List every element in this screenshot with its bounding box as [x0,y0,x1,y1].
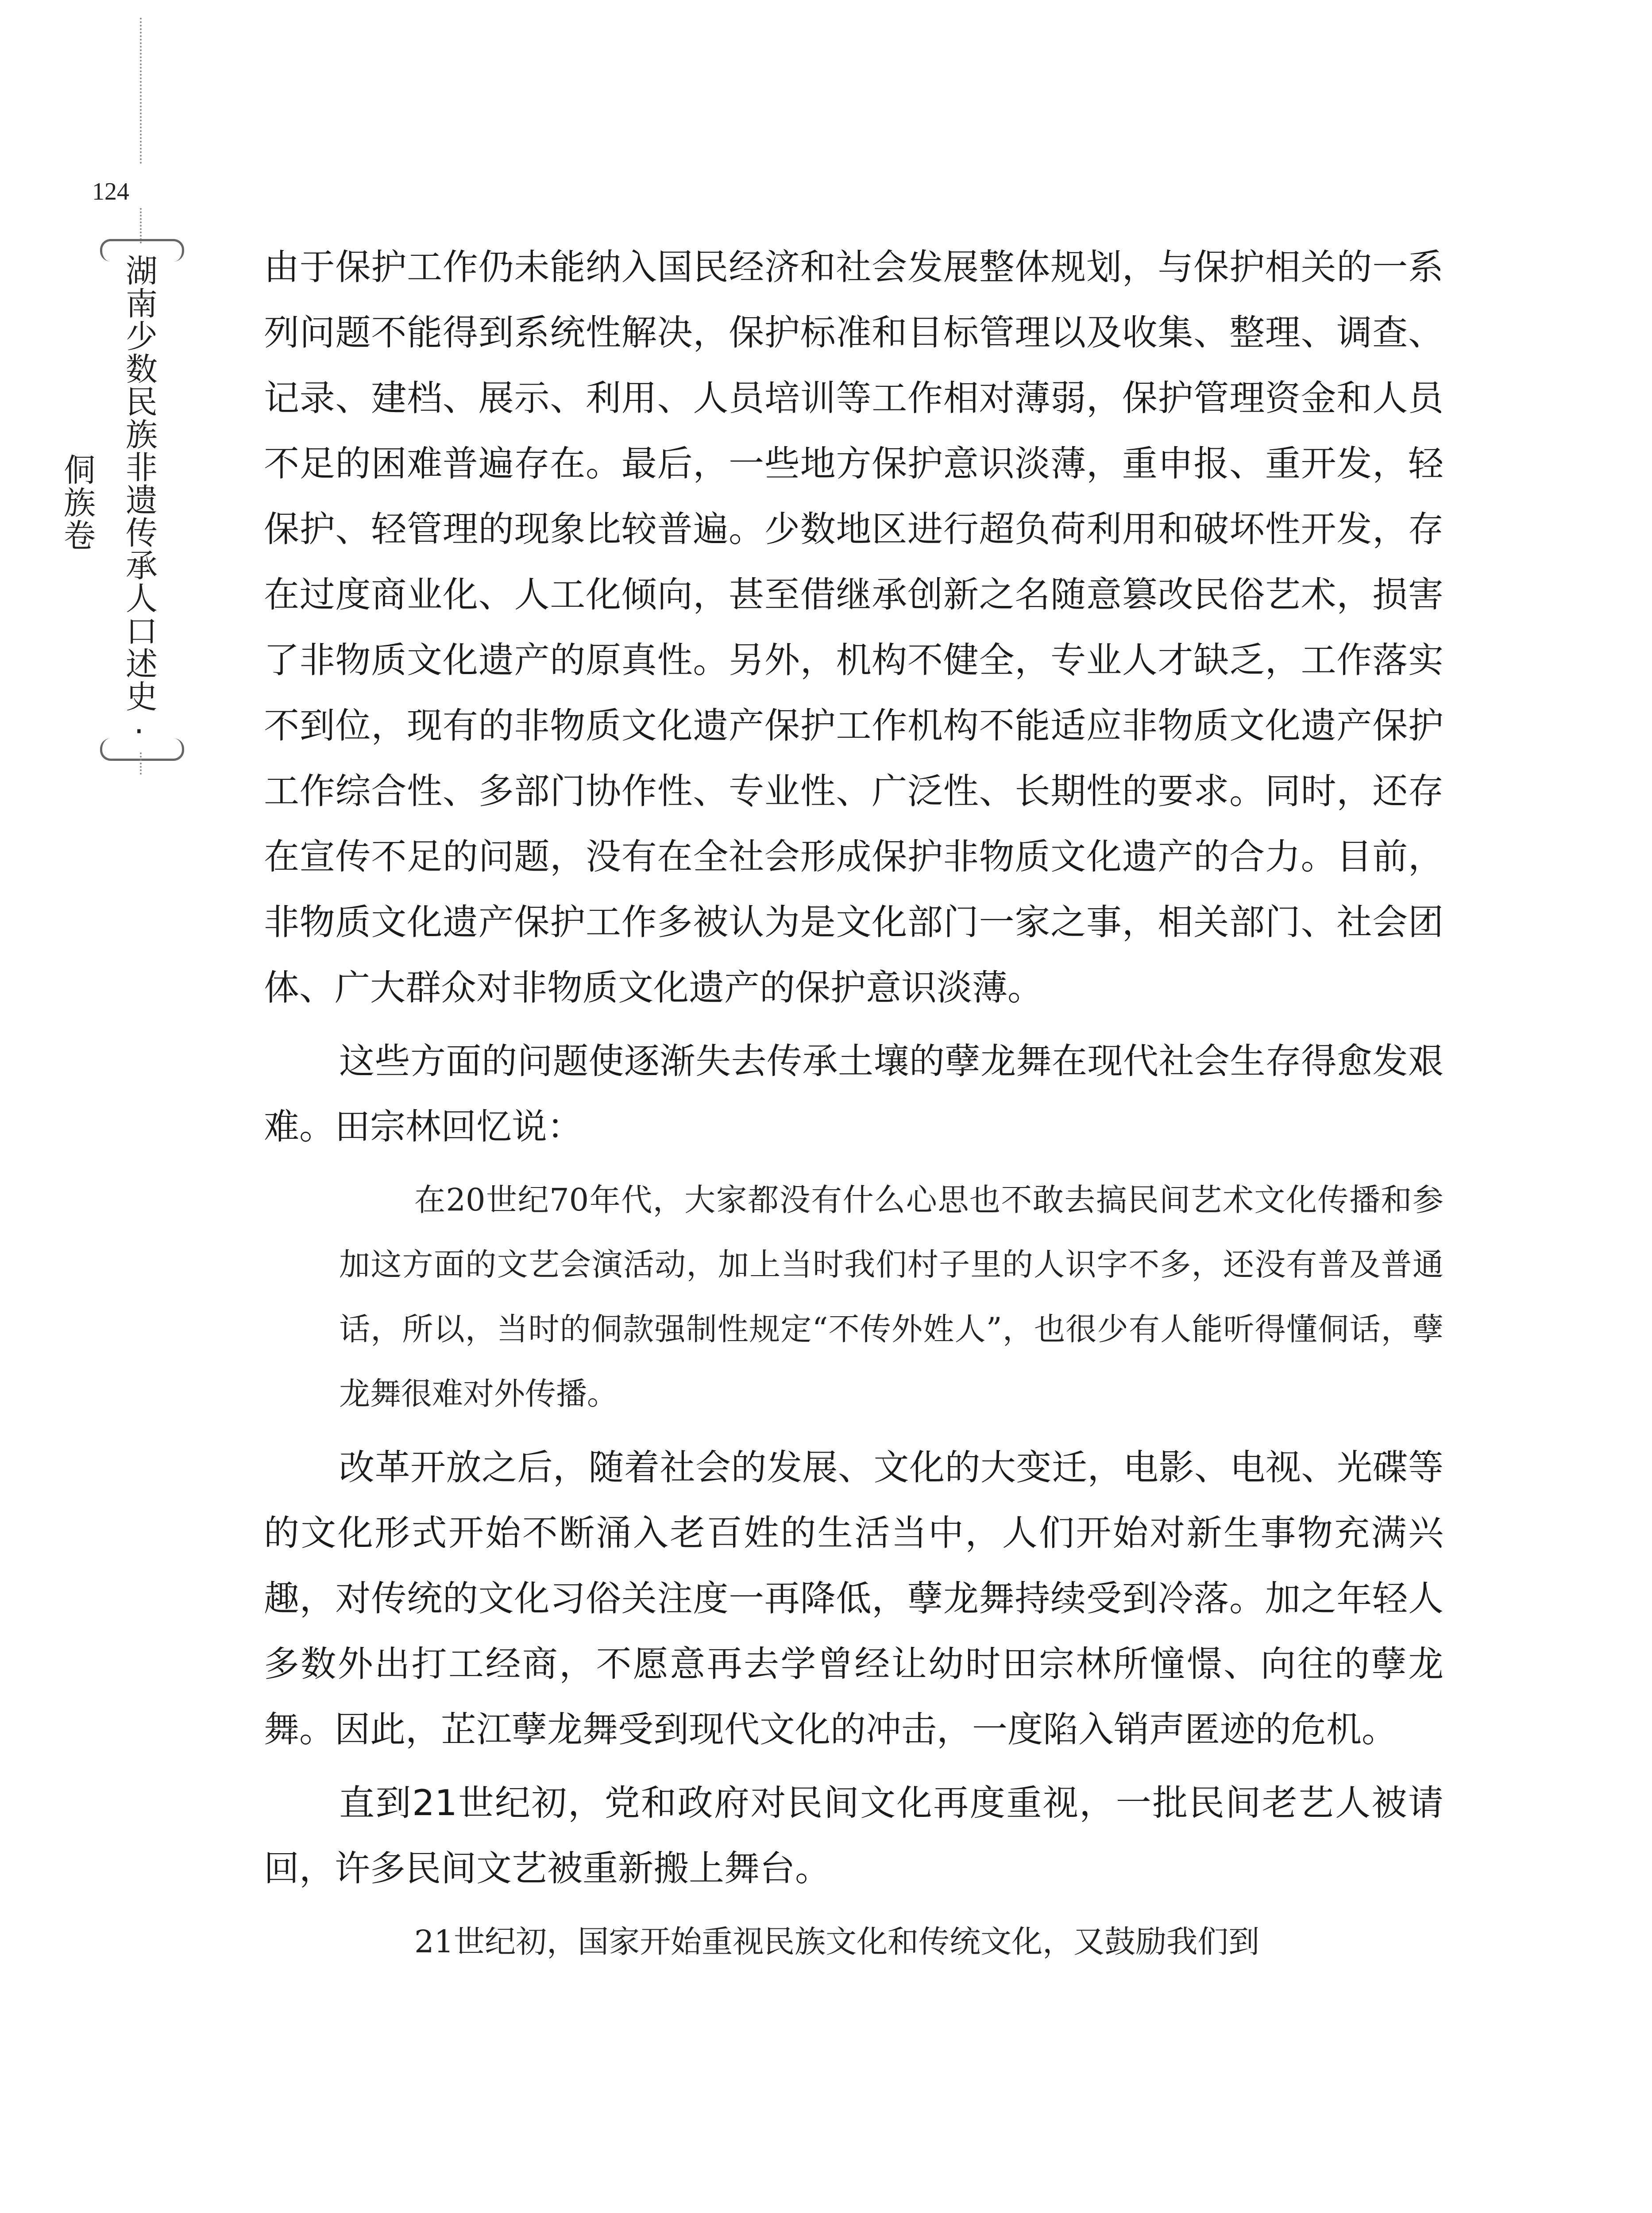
sidebar-rule-bottom [140,752,142,775]
paragraph-2: 这些方面的问题使逐渐失去传承土壤的孽龙舞在现代社会生存得愈发艰难。田宗林回忆说： [264,1041,1444,1147]
paragraph-3: 改革开放之后，随着社会的发展、文化的大变迁，电影、电视、光碟等的文化形式开始不断涌入老百姓的生活当中，人们开始对新生事物充满兴趣，对传统的文化习俗关注度一再降低，孽龙舞持续受到冷落。加之年轻人多数外出打工经商，不愿意再去学曾经让幼时田宗林所憧憬、向往的孽龙舞。因此，芷江孽龙舞受到现代文化的冲击，一度陷入销声匿迹的危机。 [264,1447,1444,1750]
sidebar-rule-top [140,18,142,164]
page-number: 124 [92,178,129,205]
title-bracket-bottom [100,738,184,761]
sidebar-rule-middle [140,208,142,243]
paragraph-1: 由于保护工作仍未能纳入国民经济和社会发展整体规划，与保护相关的一系列问题不能得到系统性解决，保护标准和目标管理以及收集、整理、调查、记录、建档、展示、利用、人员培训等工作相对薄弱，保护管理资金和人员不足的困难普遍存在。最后，一些地方保护意识淡薄，重申报、重开发，轻保护、轻管理的现象比较普遍。少数地区进行超负荷利用和破坏性开发，存在过度商业化、人工化倾向，甚至借继承创新之名随意篡改民俗艺术，损害了非物质文化遗产的原真性。另外，机构不健全，专业人才缺乏，工作落实不到位，现有的非物质文化遗产保护工作机构不能适应非物质文化遗产保护工作综合性、多部门协作性、专业性、广泛性、长期性的要求。同时，还存在宣传不足的问题，没有在全社会形成保护非物质文化遗产的合力。目前，非物质文化遗产保护工作多被认为是文化部门一家之事，相关部门、社会团体、广大群众对非物质文化遗产的保护意识淡薄。 [264,247,1444,1008]
quoted-recollection-1: 在20世纪70年代，大家都没有什么心思也不敢去搞民间艺术文化传播和参加这方面的文艺会演活动，加上当时我们村子里的人识字不多，还没有普及普通话，所以，当时的侗款强制性规定“不传外姓人”，也很少有人能听得懂侗话，孽龙舞很难对外传播。 [339,1182,1444,1412]
running-title: 湖南少数民族非遗传承人口述史·侗族卷 [58,254,158,751]
body-text [264,235,1444,1983]
quoted-recollection-2: 21世纪初，国家开始重视民族文化和传统文化，又鼓励我们到 [414,1924,1260,1960]
paragraph-4: 直到21世纪初，党和政府对民间文化再度重视，一批民间老艺人被请回，许多民间文艺被重新搬上舞台。 [264,1782,1444,1889]
